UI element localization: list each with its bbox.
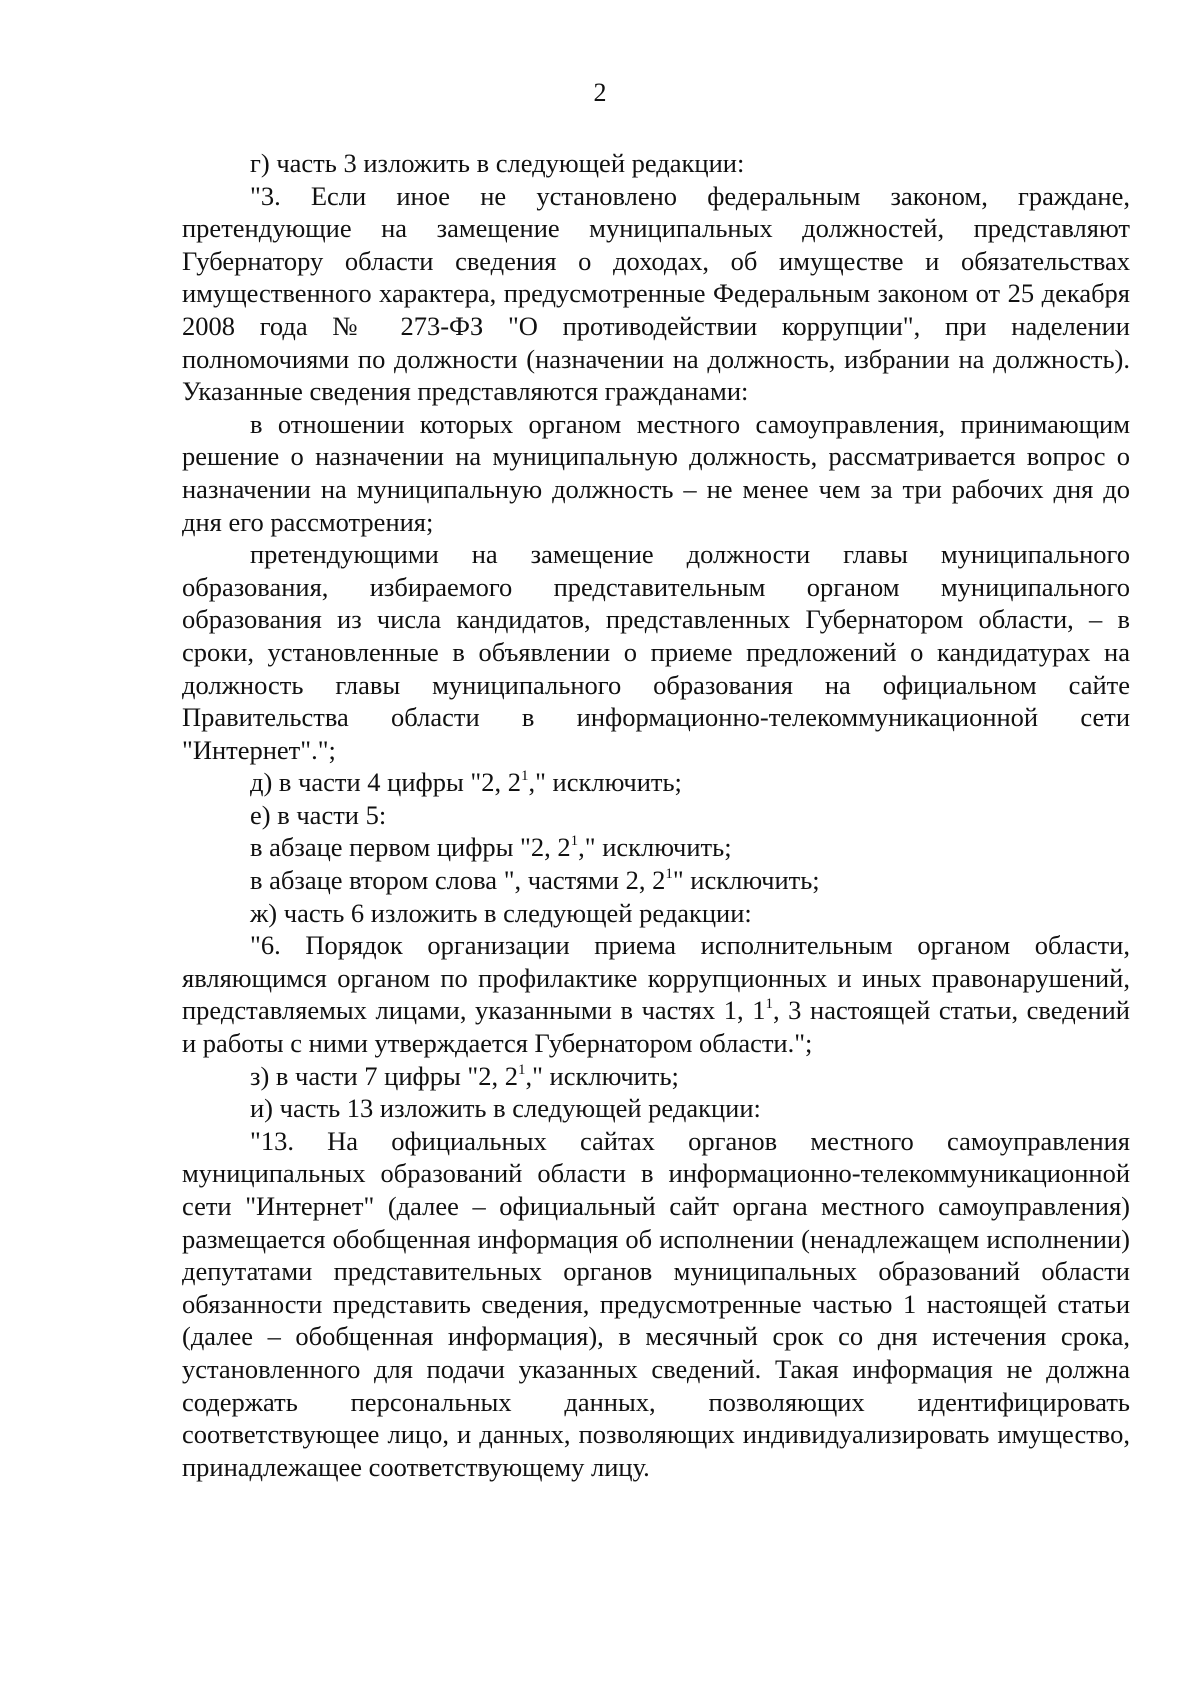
document-body [182,147,1130,1483]
paragraph-item-zh: ж) часть 6 изложить в следующей редакции: [250,897,752,928]
superscript-mark: 1 [665,866,673,883]
paragraph-part-3-text: "3. Если иное не установлено федеральным законом, граждане, претендующие на замещение муниципальных должностей, представляют Губернатору области сведения о доходах, об имуществе и обязательствах имущественного характера, предусмотренные Федеральным законом от 25 декабря 2008 года № 273-ФЗ "О противодействии коррупции", при наделении полномочиями по должности (назначении на должность, избрании на должность). Указанные сведения представляются гражданами: [182,180,1130,407]
superscript-mark: 1 [765,996,773,1013]
paragraph-item-i: и) часть 13 изложить в следующей редакции: [250,1093,761,1124]
paragraph-item-e-1: в абзаце первом цифры "2, $2^1$," исключить; [250,832,732,863]
paragraph-part-3-case-2: претендующими на замещение должности главы муниципального образования, избираемого представительным органом муниципального образования из числа кандидатов, представленных Губернатором области, – в сроки, установленные в объявлении о приеме предложений о кандидатурах на должность главы муниципального образования на официальном сайте Правительства области в информационно-телекоммуникационной сети "Интернет"."; [182,539,1130,765]
paragraph-part-13-text: "13. На официальных сайтах органов местного самоуправления муниципальных образований области в информационно-телекоммуникационной сети "Интернет" (далее – официальный сайт органа местного самоуправления) размещается обобщенная информация об исполнении (ненадлежащем исполнении) депутатами представительных органов муниципальных образований области обязанности представить сведения, предусмотренные частью 1 настоящей статьи (далее – обобщенная информация), в месячный срок со дня истечения срока, установленного для подачи указанных сведений. Такая информация не должна содержать персональных данных, позволяющих идентифицировать соответствующее лицо, и данных, позволяющих индивидуализировать имущество, принадлежащее соответствующему лицу. [182,1125,1130,1482]
paragraph-item-e: е) в части 5: [250,799,387,830]
paragraph-item-e-2: в абзаце втором слова ", частями 2, $2^1$" исключить; [250,865,820,896]
page-number: 2 [593,78,607,107]
superscript-mark: 1 [517,1061,526,1078]
superscript-mark: 1 [520,768,529,785]
paragraph-part-3-case-1: в отношении которых органом местного самоуправления, принимающим решение о назначении на муниципальную должность, рассматривается вопрос о назначении на муниципальную должность – не менее чем за три рабочих дня до дня его рассмотрения; [182,408,1130,537]
paragraph-item-g: г) часть 3 изложить в следующей редакции: [250,148,745,178]
paragraph-part-6-text: "6. Порядок организации приема исполнительным органом области, являющимся органом по профилактике коррупционных и иных правонарушений, представляемых лицами, указанными в частях 1, $1^1$, 3 настоящей статьи, сведений и работы с ними утверждается Губернатором области."; [182,930,1130,1059]
paragraph-item-d: д) в части 4 цифры "2, $2^1$," исключить; [250,767,682,798]
paragraph-item-z: з) в части 7 цифры "2, $2^1$," исключить; [250,1060,679,1091]
superscript-mark: 1 [570,833,579,850]
